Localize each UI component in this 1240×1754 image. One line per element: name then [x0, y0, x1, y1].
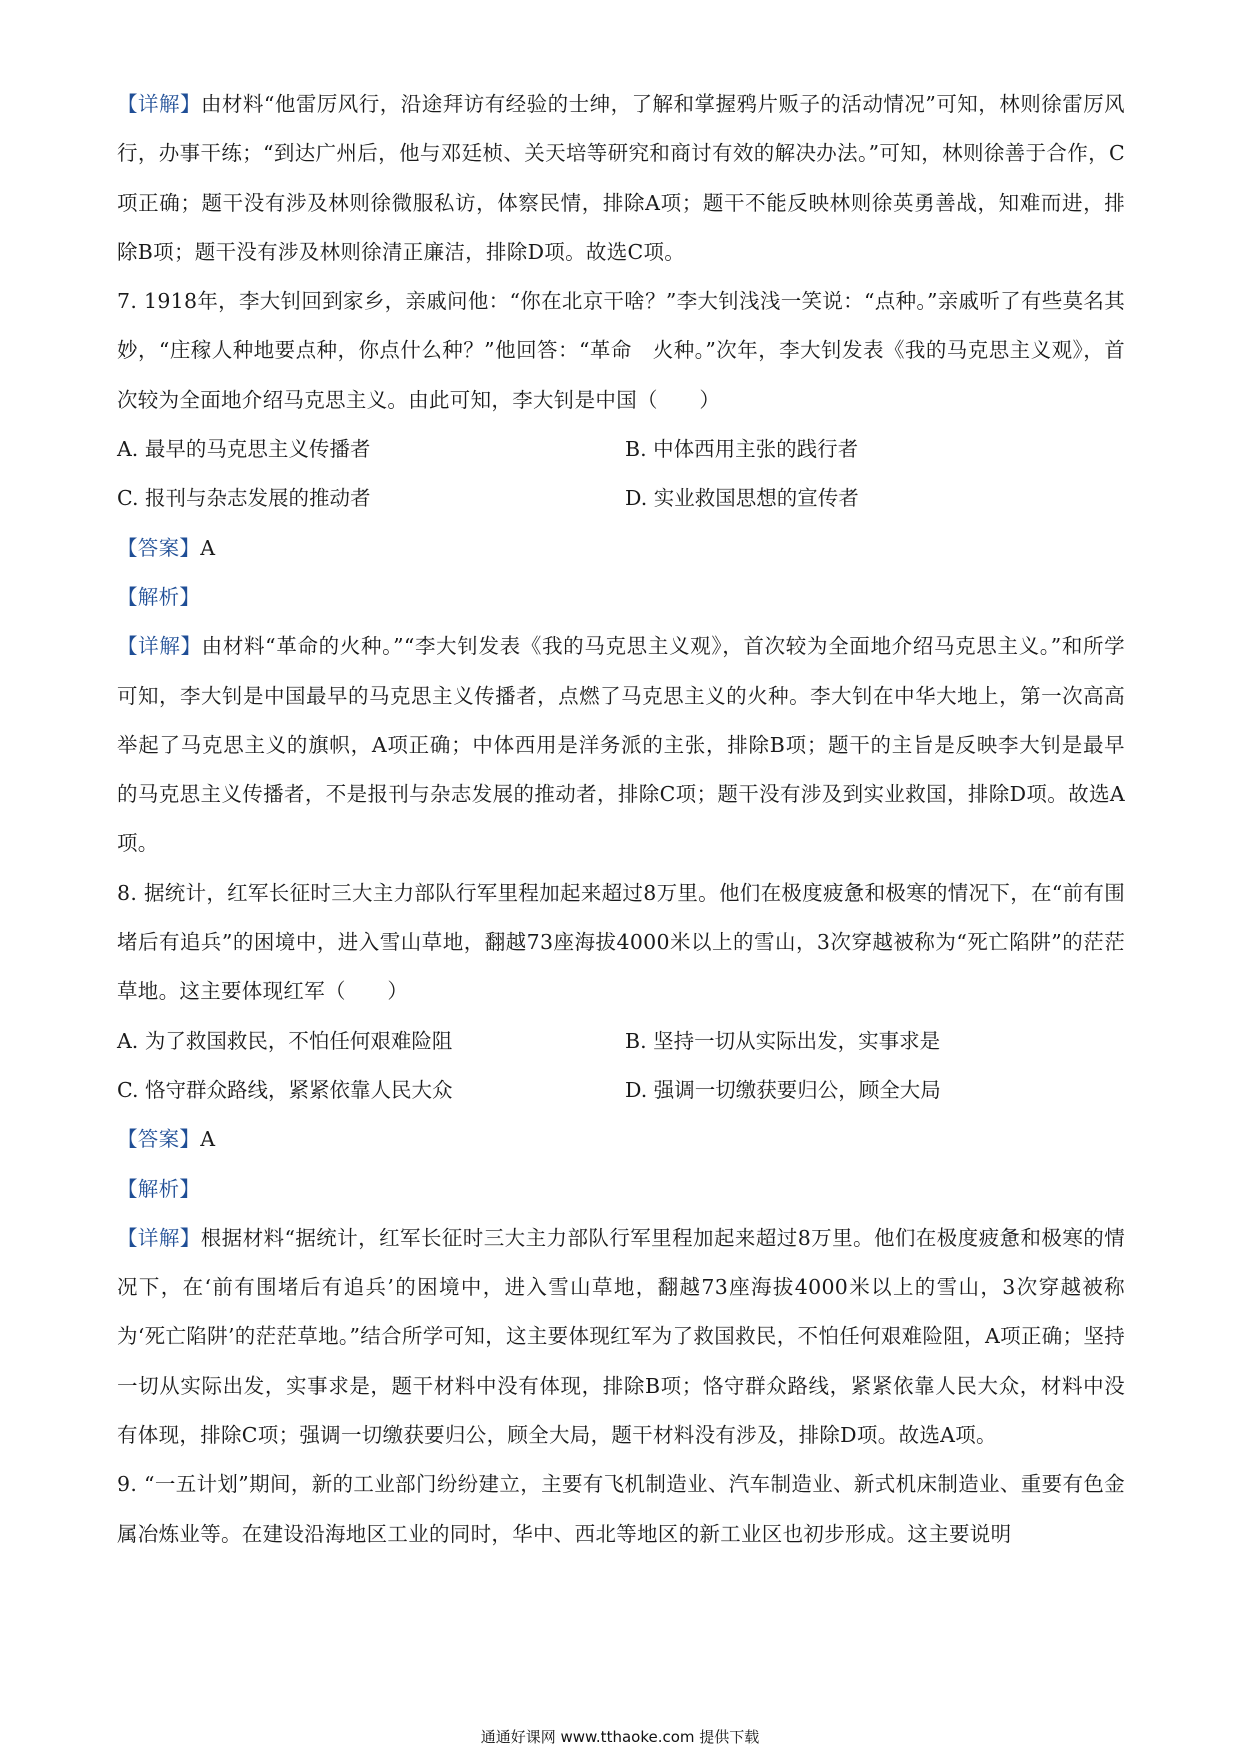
- q7-answer-tag: 【答案】: [117, 535, 201, 560]
- q6-detail-text: 由材料“他雷厉风行，沿途拜访有经验的士绅，了解和掌握鸦片贩子的活动情况”可知，林则徐雷厉风行，办事干练；“到达广州后，他与邓廷桢、关天培等研究和商讨有效的解决办法。”可知，林则徐善于合作，C项正确；题干没有涉及林则徐微服私访，体察民情，排除A项；题干不能反映林则徐英勇善战，知难而进，排除B项；题干没有涉及林则徐清正廉洁，排除D项。故选C项。: [117, 92, 1125, 264]
- q8-options-row-1: [117, 1017, 1125, 1066]
- q6-detail-tag: 【详解】: [117, 92, 201, 116]
- q8-detail-tag: 【详解】: [117, 1225, 201, 1250]
- q8-options-row-2: [117, 1066, 1125, 1115]
- q8-detail-text: 根据材料“据统计，红军长征时三大主力部队行军里程加起来超过8万里。他们在极度疲惫和极寒的情况下，在‘前有围堵后有追兵’的困境中，进入雪山草地，翻越73座海拔4000米以上的雪山，3次穿越被称为‘死亡陷阱’的茫茫草地。”结合所学可知，这主要体现红军为了救国救民，不怕任何艰难险阻，A项正确；坚持一切从实际出发，实事求是，题干材料中没有体现，排除B项；恪守群众路线，紧紧依靠人民大众，材料中没有体现，排除C项；强调一切缴获要归公，顾全大局，题干材料没有涉及，排除D项。故选A项。: [117, 1225, 1125, 1448]
- q6-detail: [117, 80, 1125, 277]
- q8-option-a: A. 为了救国救民，不怕任何艰难险阻: [117, 1028, 453, 1053]
- q8-answer-tag: 【答案】: [117, 1127, 201, 1152]
- footer-text: 通通好课网 www.tthaoke.com 提供下载: [480, 1728, 760, 1746]
- q7-option-d: D. 实业救国思想的宣传者: [625, 486, 859, 511]
- q8-detail: [117, 1214, 1125, 1460]
- q8-analysis: [117, 1165, 1125, 1214]
- q7-option-c: C. 报刊与杂志发展的推动者: [117, 486, 371, 511]
- q7-detail: [117, 622, 1125, 868]
- q7-option-b: B. 中体西用主张的践行者: [625, 437, 859, 462]
- q9-stem: 9. “一五计划”期间，新的工业部门纷纷建立，主要有飞机制造业、汽车制造业、新式机床制造业、重要有色金属冶炼业等。在建设沿海地区工业的同时，华中、西北等地区的新工业区也初步形成。这主要说明: [117, 1472, 1125, 1546]
- q8-answer-value: A: [200, 1127, 216, 1152]
- q8-analysis-tag: 【解析】: [117, 1176, 201, 1201]
- q7-detail-text: 由材料“革命的火种。”“李大钊发表《我的马克思主义观》，首次较为全面地介绍马克思主义。”和所学可知，李大钊是中国最早的马克思主义传播者，点燃了马克思主义的火种。李大钊在中华大地上，第一次高高举起了马克思主义的旗帜，A项正确；中体西用是洋务派的主张，排除B项；题干的主旨是反映李大钊是最早的马克思主义传播者，不是报刊与杂志发展的推动者，排除C项；题干没有涉及到实业救国，排除D项。故选A项。: [117, 634, 1125, 856]
- q8-answer: [117, 1115, 1125, 1164]
- q7-options-row-2: [117, 474, 1125, 523]
- q8-option-b: B. 坚持一切从实际出发，实事求是: [625, 1028, 941, 1053]
- page-footer: [0, 1727, 1240, 1747]
- q7-answer-value: A: [200, 535, 216, 560]
- q8-option-d: D. 强调一切缴获要归公，顾全大局: [625, 1077, 941, 1102]
- q7-analysis-tag: 【解析】: [117, 584, 201, 609]
- q8-option-c: C. 恪守群众路线，紧紧依靠人民大众: [117, 1077, 453, 1102]
- q7-option-a: A. 最早的马克思主义传播者: [117, 437, 371, 462]
- document-page: [117, 80, 1125, 1559]
- q7-detail-tag: 【详解】: [117, 634, 202, 659]
- q7-answer: [117, 524, 1125, 573]
- q7-analysis: [117, 573, 1125, 622]
- q7-stem: 7. 1918年，李大钊回到家乡，亲戚问他：“你在北京干啥？”李大钊浅浅一笑说：“点种。”亲戚听了有些莫名其妙，“庄稼人种地要点种，你点什么种？”他回答：“革命 火种。”次年，李大钊发表《我的马克思主义观》，首次较为全面地介绍马克思主义。由此可知，李大钊是中国（ ）: [117, 289, 1125, 412]
- q8-stem: 8. 据统计，红军长征时三大主力部队行军里程加起来超过8万里。他们在极度疲惫和极寒的情况下，在“前有围堵后有追兵”的困境中，进入雪山草地，翻越73座海拔4000米以上的雪山，3次穿越被称为“死亡陷阱”的茫茫草地。这主要体现红军（ ）: [117, 880, 1125, 1004]
- q7-options-row-1: [117, 425, 1125, 474]
